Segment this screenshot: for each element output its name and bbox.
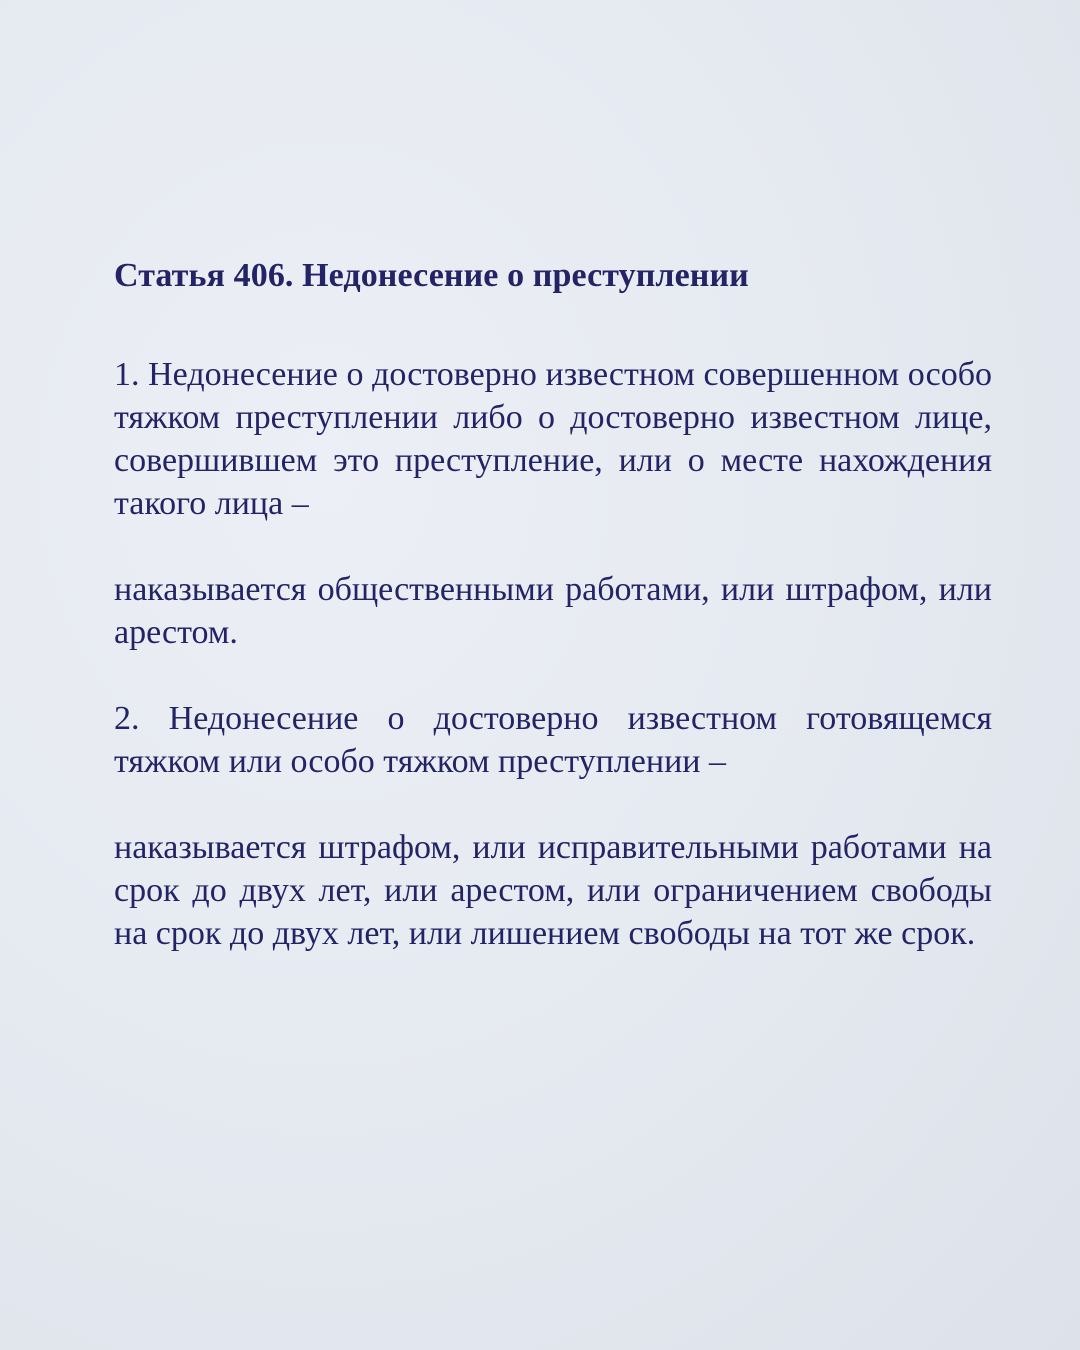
part-2-penalty: наказывается штрафом, или исправительными работами на срок до двух лет, или арестом, или ограничением свободы на срок до двух лет, или лишением свободы на тот же срок. [114, 829, 992, 952]
part-1-text: 1. Недонесение о достоверно известном совершенном особо тяжком преступлении либо о достоверно известном лице, совершившем это преступление, или о месте нахождения такого лица – [114, 356, 992, 522]
article-title: Статья 406. Недонесение о преступлении [114, 257, 749, 294]
part-1-penalty: наказывается общественными работами, или штрафом, или арестом. [114, 571, 992, 651]
article-body [114, 250, 992, 955]
part-2-text: 2. Недонесение о достоверно известном готовящемся тяжком или особо тяжком преступлении – [114, 700, 992, 780]
